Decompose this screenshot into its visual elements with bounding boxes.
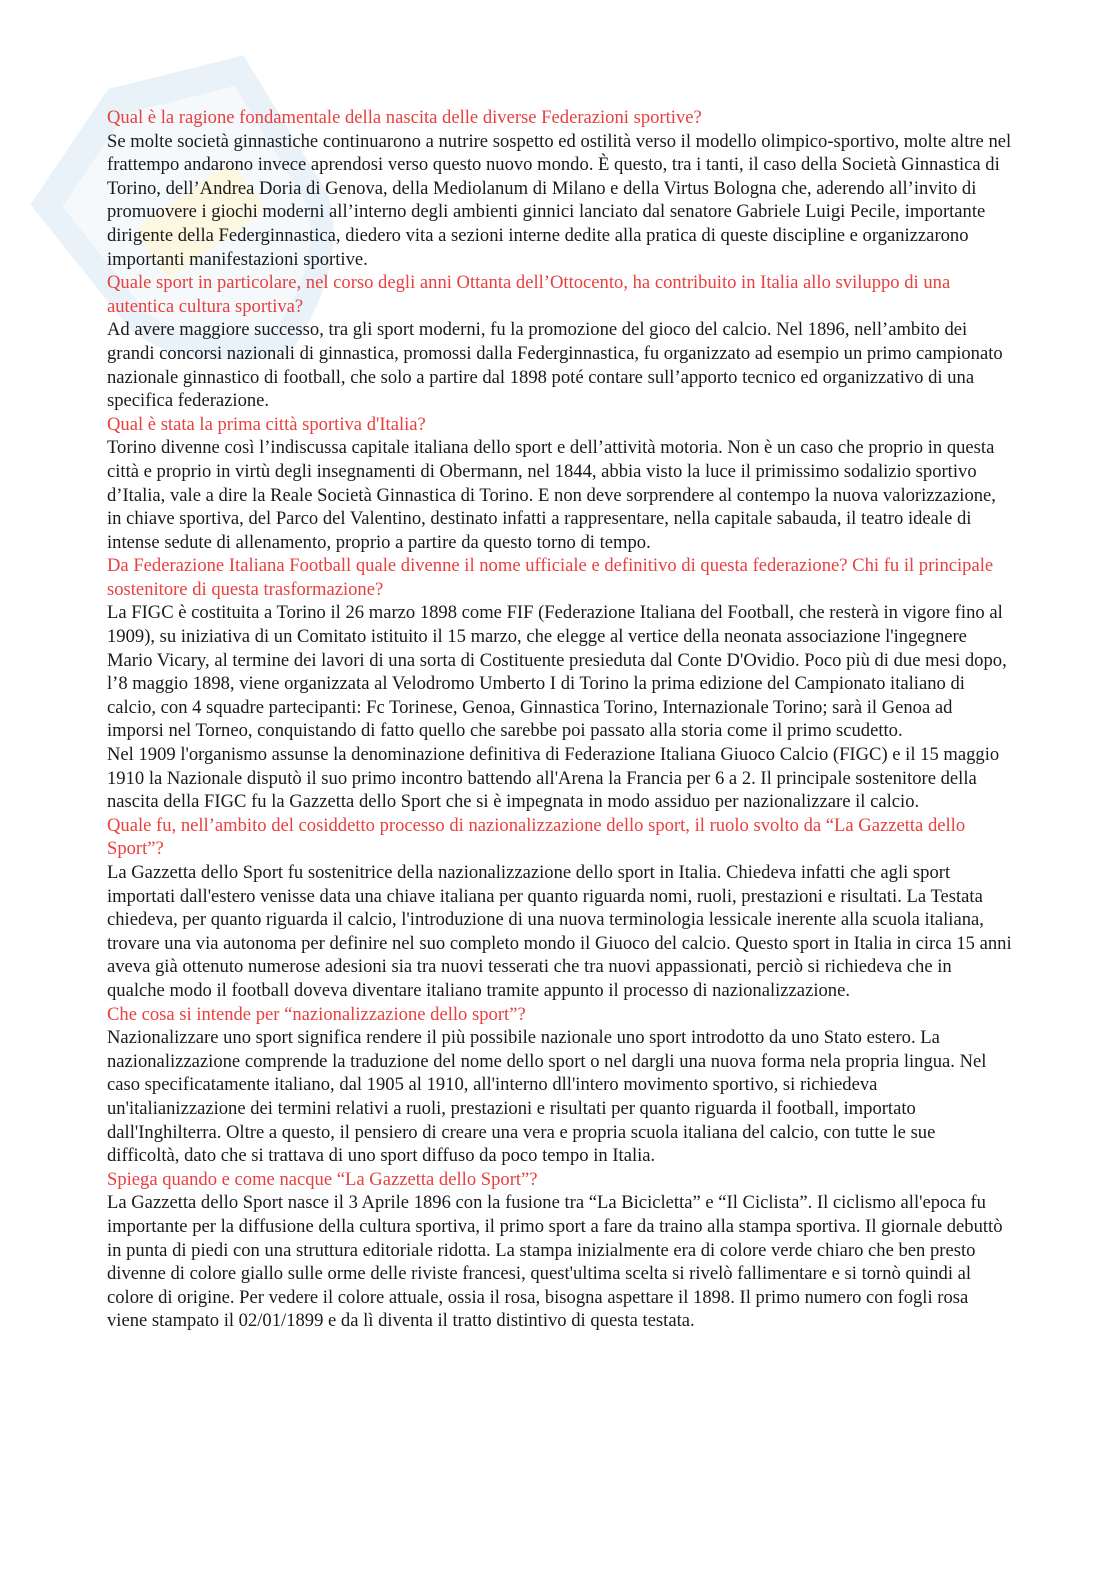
answer-paragraph: La Gazzetta dello Sport nasce il 3 Aprile 1896 con la fusione tra “La Bicicletta” e “Il Ciclista”. Il ciclismo all'epoca fu importante per la diffusione della cultura sportiva, il primo sport a fare da traino alla stampa sportiva. Il giornale debuttò in punta di piedi con una struttura editoriale ridotta. La stampa inizialmente era di colore verde chiaro che ben presto divenne di colore giallo sulle orme delle riviste francesi, quest'ultima scelta si rivelò fallimentare e si tornò quindi al colore di origine. Per vedere il colore attuale, ossia il rosa, bisogna aspettare il 1898. Il primo numero con fogli rosa viene stampato il 02/01/1899 e da lì diventa il tratto distintivo di questa testata. [107, 1192, 1003, 1332]
answer-paragraph: Ad avere maggiore successo, tra gli sport moderni, fu la promozione del gioco del calcio. Nel 1896, nell’ambito dei grandi concorsi nazionali di ginnastica, promossi dalla Federginnastica, fu organizzato ad esempio un primo campionato nazionale ginnastico di football, che solo a partire dal 1898 poté contare sull’apporto tecnico ed organizzativo di una specifica federazione. [107, 319, 1003, 412]
question-heading: Qual è la ragione fondamentale della nascita delle diverse Federazioni sportive? [107, 107, 702, 128]
question-heading: Quale fu, nell’ambito del cosiddetto processo di nazionalizzazione dello sport, il ruolo svolto da “La Gazzetta dello Sport”? [107, 814, 966, 860]
answer-paragraph: La FIGC è costituita a Torino il 26 marzo 1898 come FIF (Federazione Italiana del Football, che resterà in vigore fino al 1909), su iniziativa di un Comitato istituito il 15 marzo, che elegge al vertice della neonata associazione l'ingegnere Mario Vicary, al termine dei lavori di una sorta di Costituente presieduta dal Conte D'Ovidio. Poco più di due mesi dopo, l’8 maggio 1898, viene organizzata al Velodromo Umberto I di Torino la prima edizione del Campionato italiano di calcio, con 4 squadre partecipanti: Fc Torinese, Genoa, Ginnastica Torino, Internazionale Torino; sarà il Genoa ad imporsi nel Torneo, conquistando di fatto quello che sarebbe poi passato alla storia come il primo scudetto. [107, 602, 1007, 742]
answer-paragraph: Torino divenne così l’indiscussa capitale italiana dello sport e dell’attività motoria. Non è un caso che proprio in questa città e proprio in virtù degli insegnamenti di Obermann, nel 1844, abbia visto la luce il primissimo sodalizio sportivo d’Italia, vale a dire la Reale Società Ginnastica di Torino. E non deve sorprendere al contempo la nuova valorizzazione, in chiave sportiva, del Parco del Valentino, destinato infatti a rappresentare, nella capitale sabauda, il teatro ideale di intense sedute di allenamento, proprio a partire da questo torno di tempo. [107, 437, 996, 553]
question-heading: Spiega quando e come nacque “La Gazzetta dello Sport”? [107, 1168, 538, 1190]
answer-paragraph: Nel 1909 l'organismo assunse la denominazione definitiva di Federazione Italiana Giuoco Calcio (FIGC) e il 15 maggio 1910 la Nazionale disputò il suo primo incontro battendo all'Arena la Francia per 6 a 2. Il principale sostenitore della nascita della FIGC fu la Gazzetta dello Sport che si è impegnata in modo assiduo per nazionalizzare il calcio. [107, 744, 1000, 813]
question-heading: Qual è stata la prima città sportiva d'Italia? [107, 413, 426, 435]
answer-paragraph: Se molte società ginnastiche continuarono a nutrire sospetto ed ostilità verso il modello olimpico-sportivo, molte altre nel frattempo andarono invece aprendosi verso questo nuovo mondo. È questo, tra i tanti, il caso della Società Ginnastica di Torino, dell’Andrea Doria di Genova, della Mediolanum di Milano e della Virtus Bologna che, aderendo all’invito di promuovere i giochi moderni all’interno degli ambienti ginnici lanciato dal senatore Gabriele Luigi Pecile, importante dirigente della Federginnastica, diedero vita a sezioni interne dedite alla pratica di queste discipline e organizzarono importanti manifestazioni sportive. [107, 130, 1012, 270]
document-body [107, 106, 1012, 1333]
answer-paragraph: La Gazzetta dello Sport fu sostenitrice della nazionalizzazione dello sport in Italia. Chiedeva infatti che agli sport importati dall'estero venisse data una chiave italiana per quanto riguarda nomi, ruoli, prestazioni e risultati. La Testata chiedeva, per quanto riguarda il calcio, l'introduzione di una nuova terminologia lessicale inerente alla scuola italiana, trovare una via autonoma per definire nel suo completo mondo il Giuoco del calcio. Questo sport in Italia in circa 15 anni aveva già ottenuto numerose adesioni sia tra nuovi tesserati che tra nuovi appassionati, perciò si richiedeva che in qualche modo il football doveva diventare italiano tramite appunto il processo di nazionalizzazione. [107, 862, 1012, 1001]
question-heading: Che cosa si intende per “nazionalizzazione dello sport”? [107, 1003, 526, 1025]
question-heading: Da Federazione Italiana Football quale divenne il nome ufficiale e definitivo di questa federazione? Chi fu il principale sostenitore di questa trasformazione? [107, 555, 994, 600]
answer-paragraph: Nazionalizzare uno sport significa rendere il più possibile nazionale uno sport introdotto da uno Stato estero. La nazionalizzazione comprende la traduzione del nome dello sport o nel dargli una nuova forma nela propria lingua. Nel caso specificatamente italiano, dal 1905 al 1910, all'interno dll'intero movimento sportivo, si richiedeva un'italianizzazione dei termini relativi a ruoli, prestazioni e risultati per quanto riguarda il football, importato dall'Inghilterra. Oltre a questo, il pensiero di creare una vera e propria scuola italiana del calcio, con tutte le sue difficoltà, dato che si trattava di uno sport diffuso da poco tempo in Italia. [107, 1027, 987, 1167]
question-heading: Quale sport in particolare, nel corso degli anni Ottanta dell’Ottocento, ha contribuito in Italia allo sviluppo di una autentica cultura sportiva? [107, 272, 951, 317]
